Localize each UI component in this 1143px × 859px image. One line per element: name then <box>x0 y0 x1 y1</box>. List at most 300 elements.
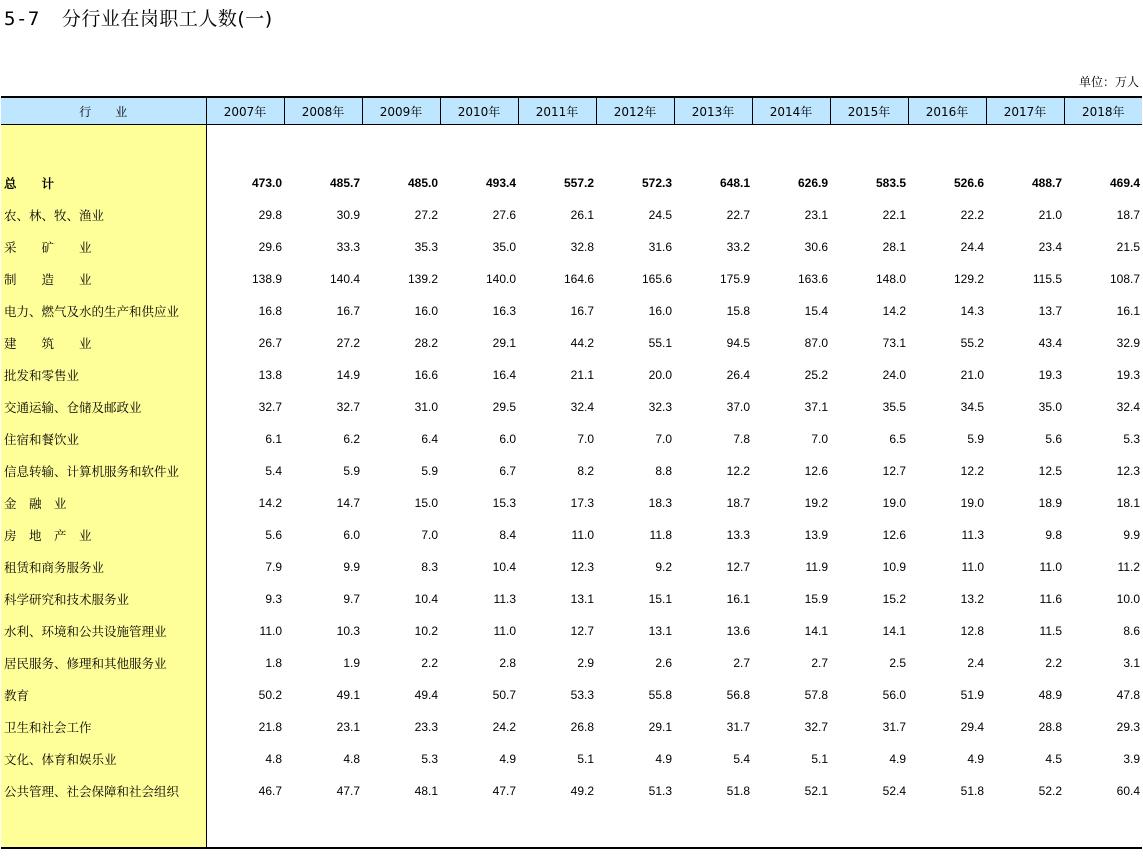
table-cell: 34.5 <box>960 400 984 414</box>
table-cell: 493.4 <box>485 176 516 190</box>
industry-name: 交通运输、仓储及邮政业 <box>1 391 206 423</box>
table-cell: 14.1 <box>804 624 828 638</box>
table-cell: 13.6 <box>726 624 750 638</box>
table-cell: 31.0 <box>414 400 438 414</box>
header-year: 2017年 <box>986 97 1064 125</box>
table-cell: 19.0 <box>882 496 906 510</box>
table-cell: 18.7 <box>1116 208 1140 222</box>
table-cell: 469.4 <box>1109 176 1140 190</box>
table-cell: 29.1 <box>492 336 516 350</box>
table-cell: 7.0 <box>811 432 828 446</box>
table-cell: 18.7 <box>726 496 750 510</box>
table-cell: 60.4 <box>1116 784 1140 798</box>
industry-name: 水利、环境和公共设施管理业 <box>1 615 206 647</box>
table-cell: 13.2 <box>960 592 984 606</box>
table-cell: 24.0 <box>882 368 906 382</box>
table-cell: 49.2 <box>570 784 594 798</box>
table-cell: 9.3 <box>265 592 282 606</box>
table-cell: 9.8 <box>1045 528 1062 542</box>
table-cell: 22.7 <box>726 208 750 222</box>
table-cell: 18.3 <box>648 496 672 510</box>
table-cell: 43.4 <box>1038 336 1062 350</box>
table-cell: 5.3 <box>421 752 438 766</box>
table-cell: 164.6 <box>563 272 594 286</box>
table-cell: 16.1 <box>726 592 750 606</box>
table-cell: 6.5 <box>889 432 906 446</box>
table-cell: 10.2 <box>414 624 438 638</box>
table-row <box>1 199 1142 231</box>
table-row <box>1 711 1142 743</box>
table-cell: 15.0 <box>414 496 438 510</box>
table-cell: 20.0 <box>648 368 672 382</box>
table-cell: 488.7 <box>1031 176 1062 190</box>
table-cell: 10.4 <box>492 560 516 574</box>
industry-name: 批发和零售业 <box>1 359 206 391</box>
table-row <box>1 423 1142 455</box>
table-cell: 51.3 <box>648 784 672 798</box>
table-cell: 13.8 <box>258 368 282 382</box>
table-cell: 35.0 <box>492 240 516 254</box>
table-cell: 28.2 <box>414 336 438 350</box>
table-cell: 3.1 <box>1123 656 1140 670</box>
table-cell: 19.3 <box>1116 368 1140 382</box>
table-cell: 28.1 <box>882 240 906 254</box>
table-cell: 14.2 <box>882 304 906 318</box>
table-cell: 22.2 <box>960 208 984 222</box>
table-cell: 32.9 <box>1116 336 1140 350</box>
table-cell: 9.9 <box>343 560 360 574</box>
table-cell: 12.3 <box>570 560 594 574</box>
table-cell: 5.1 <box>811 752 828 766</box>
table-cell: 48.1 <box>414 784 438 798</box>
table-cell: 12.8 <box>960 624 984 638</box>
header-year: 2015年 <box>830 97 908 125</box>
table-cell: 13.9 <box>804 528 828 542</box>
table-cell: 14.3 <box>960 304 984 318</box>
table-cell: 2.7 <box>811 656 828 670</box>
table-cell: 4.8 <box>343 752 360 766</box>
table-cell: 28.8 <box>1038 720 1062 734</box>
table-cell: 11.0 <box>259 624 282 638</box>
table-row <box>1 551 1142 583</box>
table-cell: 26.8 <box>570 720 594 734</box>
header-year: 2013年 <box>674 97 752 125</box>
table-cell: 29.8 <box>258 208 282 222</box>
table-cell: 9.9 <box>1123 528 1140 542</box>
table-cell: 15.4 <box>804 304 828 318</box>
industry-name: 制 造 业 <box>1 263 206 295</box>
table-cell: 19.3 <box>1038 368 1062 382</box>
industry-name: 卫生和社会工作 <box>1 711 206 743</box>
table-cell: 7.8 <box>733 432 750 446</box>
table-cell: 29.6 <box>258 240 282 254</box>
table-cell: 87.0 <box>804 336 828 350</box>
table-cell: 12.5 <box>1038 464 1062 478</box>
table-cell: 12.2 <box>960 464 984 478</box>
table-cell: 2.9 <box>577 656 594 670</box>
industry-name: 住宿和餐饮业 <box>1 423 206 455</box>
table-number: 5-7 <box>4 8 40 30</box>
industry-name: 信息转输、计算机服务和软件业 <box>1 455 206 487</box>
table-cell: 49.4 <box>414 688 438 702</box>
table-cell: 648.1 <box>719 176 750 190</box>
table-cell: 4.5 <box>1045 752 1062 766</box>
page-title <box>4 4 273 31</box>
table-cell: 139.2 <box>407 272 438 286</box>
table-row <box>1 743 1142 775</box>
table-cell: 31.7 <box>726 720 750 734</box>
header-year: 2010年 <box>440 97 518 125</box>
table-cell: 11.0 <box>493 624 516 638</box>
industry-name: 文化、体育和娱乐业 <box>1 743 206 775</box>
table-cell: 50.2 <box>258 688 282 702</box>
table-cell: 73.1 <box>882 336 906 350</box>
table-row <box>1 391 1142 423</box>
table-cell: 55.8 <box>648 688 672 702</box>
table-cell: 626.9 <box>797 176 828 190</box>
table-cell: 11.8 <box>649 528 672 542</box>
table-cell: 12.3 <box>1116 464 1140 478</box>
table-cell: 26.7 <box>258 336 282 350</box>
table-cell: 11.9 <box>805 560 828 574</box>
table-cell: 5.4 <box>265 464 282 478</box>
table-cell: 16.0 <box>414 304 438 318</box>
table-cell: 5.6 <box>265 528 282 542</box>
table-cell: 6.4 <box>421 432 438 446</box>
table-cell: 21.0 <box>960 368 984 382</box>
table-cell: 55.1 <box>648 336 672 350</box>
table-cell: 11.0 <box>961 560 984 574</box>
table-cell: 12.7 <box>726 560 750 574</box>
table-cell: 47.7 <box>492 784 516 798</box>
table-cell: 4.9 <box>889 752 906 766</box>
table-cell: 2.6 <box>655 656 672 670</box>
table-cell: 5.1 <box>577 752 594 766</box>
table-cell: 56.0 <box>882 688 906 702</box>
table-cell: 32.3 <box>648 400 672 414</box>
header-industry: 行 业 <box>1 97 206 125</box>
header-year: 2011年 <box>518 97 596 125</box>
industry-name: 建 筑 业 <box>1 327 206 359</box>
table-cell: 3.9 <box>1123 752 1140 766</box>
table-cell: 16.3 <box>492 304 516 318</box>
table-cell: 23.3 <box>414 720 438 734</box>
table-cell: 8.6 <box>1123 624 1140 638</box>
table-cell: 10.3 <box>336 624 360 638</box>
table-cell: 32.4 <box>1116 400 1140 414</box>
table-cell: 21.8 <box>258 720 282 734</box>
table-cell: 2.2 <box>1045 656 1062 670</box>
table-cell: 15.1 <box>648 592 672 606</box>
table-cell: 24.5 <box>648 208 672 222</box>
table-cell: 4.9 <box>967 752 984 766</box>
table-cell: 22.1 <box>882 208 906 222</box>
table-cell: 8.3 <box>421 560 438 574</box>
table-cell: 485.7 <box>329 176 360 190</box>
table-cell: 5.3 <box>1123 432 1140 446</box>
table-cell: 9.2 <box>655 560 672 574</box>
table-cell: 572.3 <box>641 176 672 190</box>
table-cell: 175.9 <box>719 272 750 286</box>
table-cell: 29.3 <box>1116 720 1140 734</box>
industry-name: 居民服务、修理和其他服务业 <box>1 647 206 679</box>
table-row <box>1 295 1142 327</box>
table-cell: 6.0 <box>499 432 516 446</box>
header-year: 2007年 <box>206 97 284 125</box>
table-cell: 14.7 <box>336 496 360 510</box>
table-cell: 51.8 <box>726 784 750 798</box>
table-cell: 11.0 <box>571 528 594 542</box>
table-title: 分行业在岗职工人数(一) <box>61 8 273 30</box>
table-cell: 37.1 <box>804 400 828 414</box>
table-cell: 526.6 <box>953 176 984 190</box>
table-cell: 13.1 <box>570 592 594 606</box>
table-cell: 17.3 <box>570 496 594 510</box>
table-cell: 52.4 <box>882 784 906 798</box>
table-cell: 18.9 <box>1038 496 1062 510</box>
table-cell: 12.6 <box>882 528 906 542</box>
table-cell: 5.9 <box>343 464 360 478</box>
table-cell: 51.8 <box>960 784 984 798</box>
table-cell: 6.1 <box>265 432 282 446</box>
spacer-row <box>1 125 1142 168</box>
table-cell: 21.0 <box>1038 208 1062 222</box>
table-cell: 52.2 <box>1038 784 1062 798</box>
table-cell: 55.2 <box>960 336 984 350</box>
table-cell: 27.2 <box>336 336 360 350</box>
table-cell: 485.0 <box>407 176 438 190</box>
table-cell: 33.2 <box>726 240 750 254</box>
industry-name: 公共管理、社会保障和社会组织 <box>1 775 206 807</box>
table-cell: 138.9 <box>251 272 282 286</box>
table-cell: 94.5 <box>726 336 750 350</box>
table-cell: 27.6 <box>492 208 516 222</box>
table-row <box>1 263 1142 295</box>
table-cell: 32.8 <box>570 240 594 254</box>
table-cell: 21.1 <box>570 368 594 382</box>
industry-name: 金 融 业 <box>1 487 206 519</box>
table-cell: 108.7 <box>1109 272 1140 286</box>
table-cell: 44.2 <box>570 336 594 350</box>
table-cell: 50.7 <box>492 688 516 702</box>
table-cell: 16.8 <box>258 304 282 318</box>
table-cell: 473.0 <box>251 176 282 190</box>
table-cell: 11.3 <box>493 592 516 606</box>
table-row <box>1 487 1142 519</box>
table-cell: 16.4 <box>492 368 516 382</box>
table-cell: 6.2 <box>343 432 360 446</box>
table-row <box>1 231 1142 263</box>
table-cell: 12.7 <box>570 624 594 638</box>
table-cell: 15.3 <box>492 496 516 510</box>
table-row <box>1 455 1142 487</box>
table-cell: 52.1 <box>804 784 828 798</box>
table-cell: 1.8 <box>265 656 282 670</box>
table-cell: 47.7 <box>336 784 360 798</box>
table-cell: 7.0 <box>421 528 438 542</box>
table-row <box>1 583 1142 615</box>
table-cell: 23.1 <box>336 720 360 734</box>
industry-name: 房 地 产 业 <box>1 519 206 551</box>
industry-name: 科学研究和技术服务业 <box>1 583 206 615</box>
table-cell: 18.1 <box>1116 496 1140 510</box>
table-cell: 23.4 <box>1038 240 1062 254</box>
table-cell: 26.1 <box>570 208 594 222</box>
table-cell: 11.2 <box>1117 560 1140 574</box>
table-cell: 33.3 <box>336 240 360 254</box>
table-cell: 15.8 <box>726 304 750 318</box>
table-body <box>1 125 1142 849</box>
table-cell: 27.2 <box>414 208 438 222</box>
table-cell: 56.8 <box>726 688 750 702</box>
table-cell: 19.2 <box>804 496 828 510</box>
table-cell: 15.2 <box>882 592 906 606</box>
header-year: 2014年 <box>752 97 830 125</box>
table-cell: 2.8 <box>499 656 516 670</box>
table-cell: 11.3 <box>961 528 984 542</box>
table-cell: 6.7 <box>499 464 516 478</box>
table-cell: 140.0 <box>485 272 516 286</box>
table-cell: 14.2 <box>258 496 282 510</box>
table-cell: 8.2 <box>577 464 594 478</box>
table-row <box>1 679 1142 711</box>
header-year: 2009年 <box>362 97 440 125</box>
table-cell: 32.7 <box>336 400 360 414</box>
table-cell: 16.1 <box>1116 304 1140 318</box>
table-cell: 48.9 <box>1038 688 1062 702</box>
table-cell: 14.9 <box>336 368 360 382</box>
table-cell: 12.6 <box>804 464 828 478</box>
data-table <box>1 96 1142 849</box>
table-cell: 13.1 <box>648 624 672 638</box>
header-year: 2012年 <box>596 97 674 125</box>
table-cell: 11.5 <box>1039 624 1062 638</box>
table-cell: 53.3 <box>570 688 594 702</box>
table-cell: 12.7 <box>882 464 906 478</box>
table-cell: 11.6 <box>1039 592 1062 606</box>
table-cell: 16.0 <box>648 304 672 318</box>
table-cell: 30.9 <box>336 208 360 222</box>
table-row <box>1 647 1142 679</box>
table-cell: 2.5 <box>889 656 906 670</box>
industry-name: 总 计 <box>1 167 206 199</box>
table-cell: 148.0 <box>875 272 906 286</box>
table-cell: 129.2 <box>953 272 984 286</box>
table-cell: 23.1 <box>804 208 828 222</box>
table-cell: 47.8 <box>1116 688 1140 702</box>
industry-name: 电力、燃气及水的生产和供应业 <box>1 295 206 327</box>
table-cell: 57.8 <box>804 688 828 702</box>
table-end-row <box>1 807 1142 848</box>
table-cell: 29.1 <box>648 720 672 734</box>
table-cell: 2.2 <box>421 656 438 670</box>
table-cell: 115.5 <box>1032 272 1062 286</box>
table-cell: 163.6 <box>797 272 828 286</box>
table-cell: 14.1 <box>882 624 906 638</box>
table-cell: 32.4 <box>570 400 594 414</box>
table-cell: 9.7 <box>343 592 360 606</box>
table-cell: 49.1 <box>336 688 360 702</box>
table-cell: 46.7 <box>258 784 282 798</box>
table-cell: 26.4 <box>726 368 750 382</box>
table-cell: 35.5 <box>882 400 906 414</box>
table-cell: 557.2 <box>563 176 594 190</box>
total-row <box>1 167 1142 199</box>
table-cell: 5.9 <box>421 464 438 478</box>
table-cell: 24.2 <box>492 720 516 734</box>
table-cell: 32.7 <box>804 720 828 734</box>
table-cell: 2.7 <box>733 656 750 670</box>
table-cell: 2.4 <box>967 656 984 670</box>
table-cell: 12.2 <box>726 464 750 478</box>
table-cell: 21.5 <box>1116 240 1140 254</box>
table-cell: 11.0 <box>1039 560 1062 574</box>
table-cell: 15.9 <box>804 592 828 606</box>
table-cell: 37.0 <box>726 400 750 414</box>
table-cell: 7.0 <box>655 432 672 446</box>
table-cell: 30.6 <box>804 240 828 254</box>
industry-name: 教育 <box>1 679 206 711</box>
table-cell: 25.2 <box>804 368 828 382</box>
table-cell: 5.4 <box>733 752 750 766</box>
table-row <box>1 359 1142 391</box>
table-cell: 31.6 <box>648 240 672 254</box>
table-cell: 51.9 <box>960 688 984 702</box>
header-year: 2016年 <box>908 97 986 125</box>
table-cell: 29.4 <box>960 720 984 734</box>
table-cell: 35.0 <box>1038 400 1062 414</box>
table-cell: 35.3 <box>414 240 438 254</box>
industry-name: 农、林、牧、渔业 <box>1 199 206 231</box>
table-cell: 16.7 <box>336 304 360 318</box>
table-cell: 16.6 <box>414 368 438 382</box>
table-cell: 5.9 <box>967 432 984 446</box>
table-cell: 19.0 <box>960 496 984 510</box>
table-cell: 4.9 <box>499 752 516 766</box>
table-cell: 10.4 <box>414 592 438 606</box>
header-row <box>1 97 1142 125</box>
industry-name: 采 矿 业 <box>1 231 206 263</box>
industry-name: 租赁和商务服务业 <box>1 551 206 583</box>
table-cell: 13.3 <box>726 528 750 542</box>
table-cell: 583.5 <box>875 176 906 190</box>
table-cell: 1.9 <box>343 656 360 670</box>
table-cell: 32.7 <box>258 400 282 414</box>
table-cell: 7.9 <box>265 560 282 574</box>
table-cell: 140.4 <box>329 272 360 286</box>
header-year: 2008年 <box>284 97 362 125</box>
header-year: 2018年 <box>1064 97 1142 125</box>
table-cell: 29.5 <box>492 400 516 414</box>
table-cell: 5.6 <box>1045 432 1062 446</box>
table-cell: 4.8 <box>265 752 282 766</box>
table-cell: 4.9 <box>655 752 672 766</box>
table-row <box>1 519 1142 551</box>
table-cell: 24.4 <box>960 240 984 254</box>
table-cell: 10.9 <box>882 560 906 574</box>
table-cell: 6.0 <box>343 528 360 542</box>
table-cell: 7.0 <box>577 432 594 446</box>
table-cell: 10.0 <box>1116 592 1140 606</box>
table-cell: 8.4 <box>499 528 516 542</box>
table-row <box>1 615 1142 647</box>
table-row <box>1 775 1142 807</box>
table-cell: 31.7 <box>882 720 906 734</box>
table-cell: 8.8 <box>655 464 672 478</box>
table-cell: 13.7 <box>1038 304 1062 318</box>
table-cell: 16.7 <box>570 304 594 318</box>
table-row <box>1 327 1142 359</box>
